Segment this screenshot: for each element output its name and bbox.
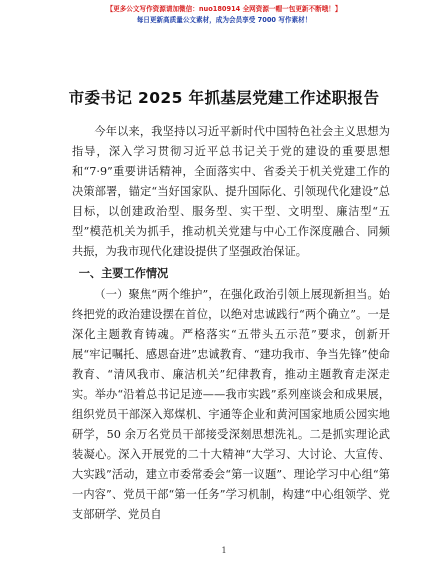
body-paragraph: （一）聚焦“两个维护”，在强化政治引领上展现新担当。始终把党的政治建设摆在首位，以绝对忠诚践行“两个确立”。一是深化主题教育铸魂。严格落实“五带头五示范”要求，创新开展“牢记嘱托、感恩奋进”忠诚教育、“建功我市、争当先锋”使命教育、“清风我市、廉洁机关”纪律教育，推动主题教育走深走实。举办“沿着总书记足迹——我市实践”系列座谈会和成果展，组织党员干部深入郑煤机、宇通等企业和黄河国家地质公园实地研学，50 余万名党员干部接受深刻思想洗礼。二是抓实理论武装凝心。深入开展党的二十大精神“大学习、大讨论、大宣传、大实践”活动，建立市委常委会“第一议题”、理论学习中心组“第一内容”、党员干部“第一任务”学习机制，构建“中心组领学、党支部研学、党员自 xyxy=(72,288,390,521)
banner-line-1: 【更多公文写作资源请加微信：nuo180914 全网资源一帽一包更新不断哦！】 xyxy=(106,5,342,13)
promo-banner xyxy=(40,4,408,26)
document-body xyxy=(72,122,390,525)
section-heading: 一、主要工作情况 xyxy=(78,267,169,280)
banner-line-2: 每日更新高质量公文素材，成为会员享受 7000 写作素材！ xyxy=(136,16,312,24)
document-title: 市委书记 2025 年抓基层党建工作述职报告 xyxy=(68,89,380,107)
intro-paragraph: 今年以来，我坚持以习近平新时代中国特色社会主义思想为指导，深入学习贯彻习近平总书记关于党的建设的重要思想和“7·9”重要讲话精神，全面落实中、省委关于机关党建工作的决策部署，锚定“当好国家队、提升国际化、引领现代化建设”总目标，以创建政治型、服务型、实干型、文明型、廉洁型“五型”模范机关为抓手，推动机关党建与中心工作深度融合、同频共振，为我市现代化建设提供了坚强政治保证。 xyxy=(72,125,390,258)
page-number: 1 xyxy=(221,546,227,555)
